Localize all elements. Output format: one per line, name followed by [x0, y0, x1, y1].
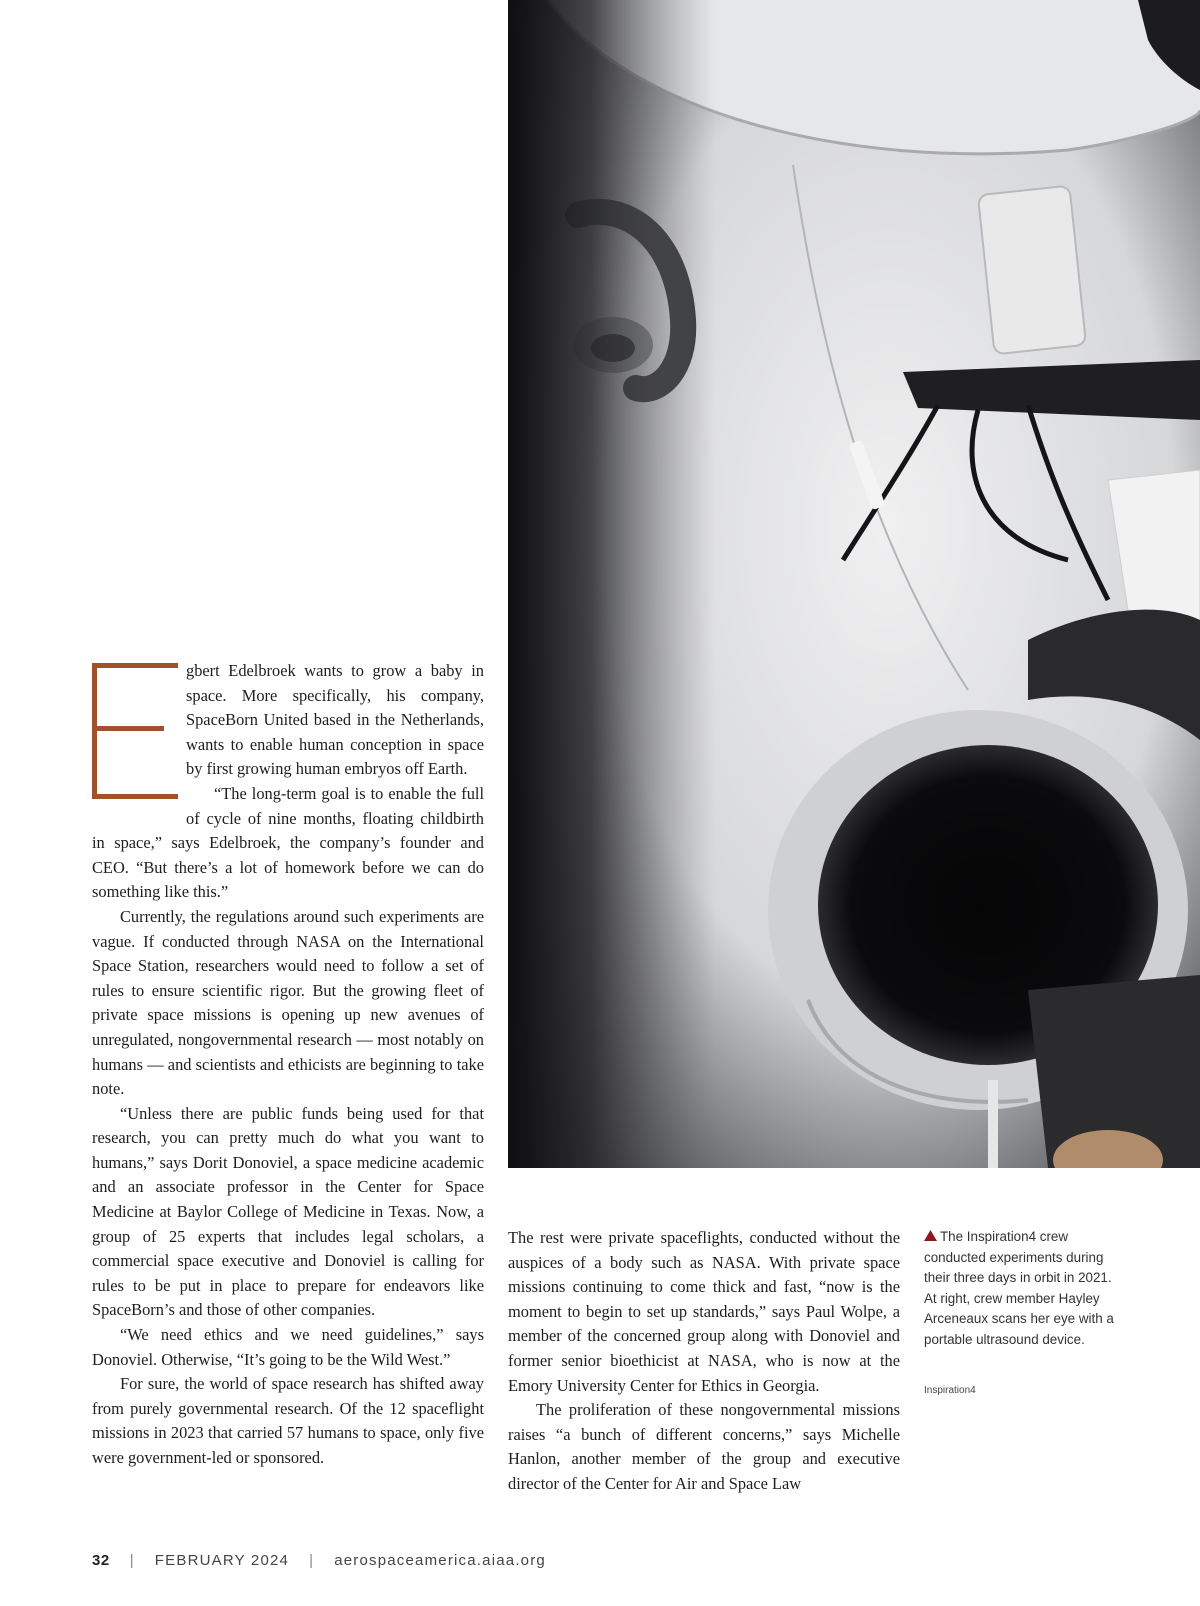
footer-divider: |: [129, 1552, 135, 1569]
photo-caption: [924, 1227, 1114, 1350]
paragraph: The rest were private spaceflights, conducted without the auspices of a body such as NASA. With private space missions continuing to come thick and fast, “now is the moment to begin to set up standards,” says Paul Wolpe, a member of the concerned group along with Donoviel and former senior bioethicist at NASA, who is now at the Emory University Center for Ethics in Georgia.: [508, 1228, 900, 1395]
paragraph: “We need ethics and we need guidelines,” says Donoviel. Otherwise, “It’s going to be the Wild West.”: [92, 1325, 484, 1369]
page-footer: [92, 1552, 546, 1569]
footer-divider: |: [309, 1552, 315, 1569]
triangle-up-icon: [924, 1227, 937, 1248]
paragraph: For sure, the world of space research has shifted away from purely governmental research. Of the 12 spaceflight missions in 2023 that carried 57 humans to space, only five were government-led or sponsored.: [92, 1374, 484, 1467]
paragraph: The proliferation of these nongovernmental missions raises “a bunch of different concerns,” says Michelle Hanlon, another member of the group and executive director of the Center for Air and Space Law: [508, 1400, 900, 1493]
website-link[interactable]: aerospaceamerica.aiaa.org: [334, 1552, 546, 1569]
paragraph: “The long-term goal is to enable the full of cycle of nine months, floating childbirth in space,” says Edelbroek, the company’s founder and CEO. “But there’s a lot of homework before we can do something like this.”: [92, 783, 484, 902]
drop-cap: [92, 663, 186, 807]
paragraph: “Unless there are public funds being used for that research, you can pretty much do what you want to humans,” says Dorit Donoviel, a space medicine academic and an associate professor in the Center for Space Medicine at Baylor College of Medicine in Texas. Now, a group of 25 experts that includes legal scholars, a commercial space executive and Donoviel is calling for rules to be put in place to prepare for endeavors like SpaceBorn’s and those of other companies.: [92, 1103, 484, 1320]
paragraph: Currently, the regulations around such experiments are vague. If conducted through NASA on the International Space Station, researchers would need to follow a set of rules to ensure scientific rigor. But the growing fleet of private space missions is opening up new avenues of unregulated, nongovernmental research — most notably on humans — and scientists and ethicists are beginning to take note.: [92, 906, 484, 1099]
caption-text: The Inspiration4 crew conducted experiments during their three days in orbit in 2021. At right, crew member Hayley Arceneaux scans her eye with a portable ultrasound device.: [924, 1229, 1114, 1347]
article-column-2: [508, 1226, 900, 1497]
page-number: 32: [92, 1552, 110, 1569]
article-column-1: [92, 659, 484, 1471]
issue-date: FEBRUARY 2024: [154, 1552, 290, 1569]
article-photo: [508, 0, 1200, 1168]
paragraph: gbert Edelbroek wants to grow a baby in space. More specifically, his company, SpaceBorn United based in the Netherlands, wants to enable human conception in space by first growing human embryos off Earth.: [186, 661, 484, 779]
photo-credit: Inspiration4: [924, 1385, 976, 1396]
